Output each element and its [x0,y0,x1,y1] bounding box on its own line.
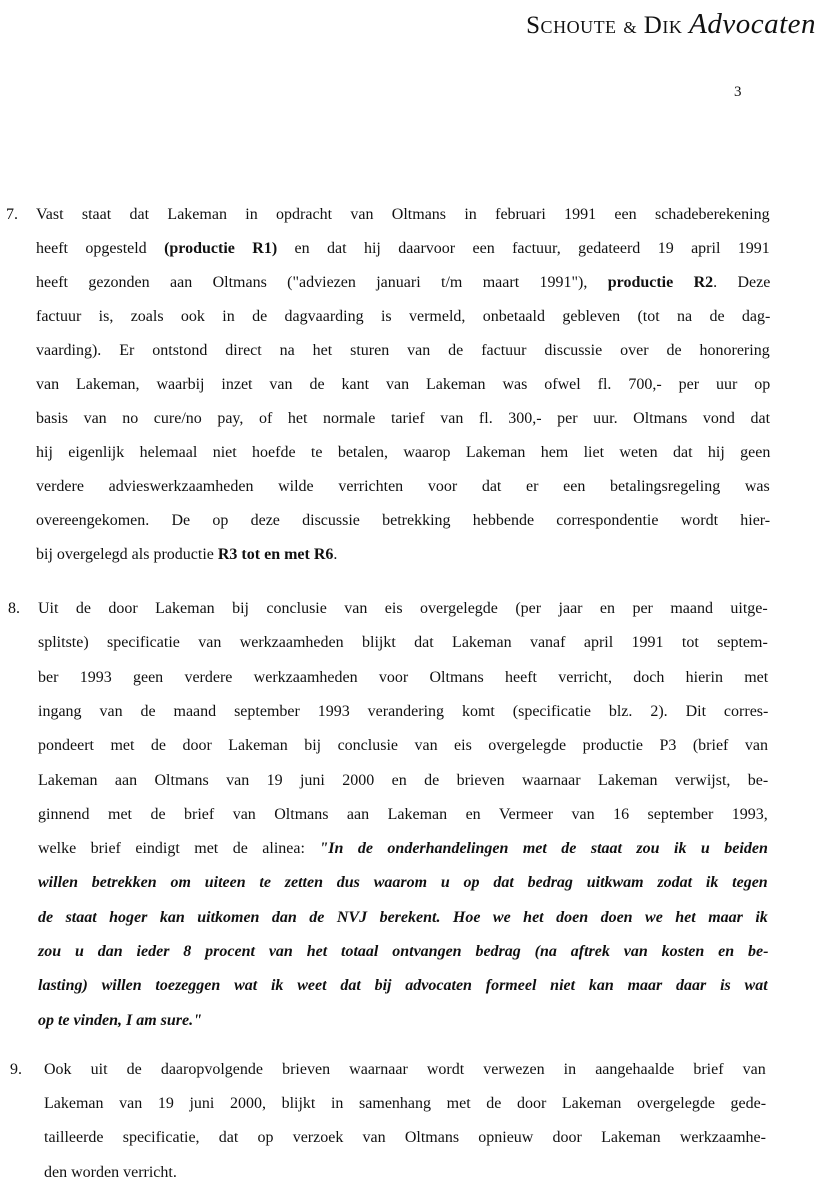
paragraph-number: 9. [10,1061,22,1078]
letterhead-name-3: Advocaten [689,8,816,40]
text-line: welke brief eindigt met de alinea: "In de onderhandelingen met de staat zou ik u beiden [38,840,768,858]
quoted-text: willen betrekken om uiteen te zetten dus waarom u op dat bedrag uitkwam zodat ik tegen [38,874,768,892]
text-line: ginnend met de brief van Oltmans aan Lakeman en Vermeer van 16 september 1993, [38,805,768,823]
text-line [38,909,768,927]
page-number: 3 [734,84,742,100]
text-line: van Lakeman, waarbij inzet van de kant van Lakeman was ofwel fl. 700,- per uur op [36,376,771,393]
text-line: heeft gezonden aan Oltmans ("adviezen januari t/m maart 1991"), productie R2. Deze [36,274,771,291]
text-line: hij eigenlijk helemaal niet hoefde te betalen, waarop Lakeman hem liet weten dat hij geen [36,444,771,461]
text-line [38,1012,202,1030]
text-line: vaarding). Er ontstond direct na het sturen van de factuur discussie over de honorering [36,342,770,359]
quoted-text: zou u dan ieder 8 procent van het totaal ontvangen bedrag (na aftrek van kosten en be- [38,943,769,960]
bold-reference: R3 tot en met R6 [217,546,334,563]
letterhead-name-2: Dik [643,12,683,39]
quoted-text: "In de onderhandelingen met de staat zou ik u beiden [319,840,768,858]
text-line [38,977,768,995]
text-line: Vast staat dat Lakeman in opdracht van Oltmans in februari 1991 een schadeberekening [36,206,770,223]
text-line: den worden verricht. [44,1163,177,1181]
text-line: overeengekomen. De op deze discussie betrekking hebbende correspondentie wordt hier- [36,512,771,529]
bold-reference: productie R2 [607,274,714,291]
quoted-text: de staat hoger kan uitkomen dan de NVJ berekent. Hoe we het doen doen we het maar ik [38,908,768,926]
text-line: heeft opgesteld (productie R1) en dat hij daarvoor een factuur, gedateerd 19 april 1991 [36,240,770,257]
text-line: ber 1993 geen verdere werkzaamheden voor Oltmans heeft verricht, doch hierin met [38,668,769,686]
quoted-text: lasting) willen toezeggen wat ik weet dat bij advocaten formeel niet kan maar daar is wat [38,977,768,995]
paragraph-number: 8. [8,600,20,617]
text-line: Ook uit de daaropvolgende brieven waarnaar wordt verwezen in aangehaalde brief van [44,1061,766,1078]
text-line: tailleerde specificatie, dat op verzoek van Oltmans opnieuw door Lakeman werkzaamhe- [44,1129,766,1147]
text-line [38,874,768,892]
text-line: factuur is, zoals ook in de dagvaarding is vermeld, onbetaald gebleven (tot na de dag- [36,308,771,325]
text-line: Lakeman van 19 juni 2000, blijkt in samenhang met de door Lakeman overgelegde gede- [44,1095,767,1113]
bold-reference: (productie R1) [164,240,278,257]
text-line: ingang van de maand september 1993 verandering komt (specificatie blz. 2). Dit corres- [38,702,769,720]
text-line [38,943,768,961]
text-line: Lakeman aan Oltmans van 19 juni 2000 en de brieven waarnaar Lakeman verwijst, be- [38,771,769,789]
text-line: verdere advieswerkzaamheden wilde verrichten voor dat er een betalingsregeling was [36,478,770,495]
text-line: bij overgelegd als productie R3 tot en met R6. [36,546,338,563]
quoted-text: op te vinden, I am sure." [38,1011,202,1029]
text-line: pondeert met de door Lakeman bij conclusie van eis overgelegde productie P3 (brief van [38,737,768,755]
text-line: basis van no cure/no pay, of het normale tarief van fl. 300,- per uur. Oltmans vond dat [36,410,771,427]
letterhead [526,8,816,41]
paragraph-number: 7. [6,206,18,223]
letterhead-name-1: Schoute [526,12,617,39]
text-line: Uit de door Lakeman bij conclusie van eis overgelegde (per jaar en per maand uitge- [38,600,768,617]
text-line: splitste) specificatie van werkzaamheden blijkt dat Lakeman vanaf april 1991 tot septem- [38,634,768,652]
letterhead-ampersand: & [623,18,638,37]
